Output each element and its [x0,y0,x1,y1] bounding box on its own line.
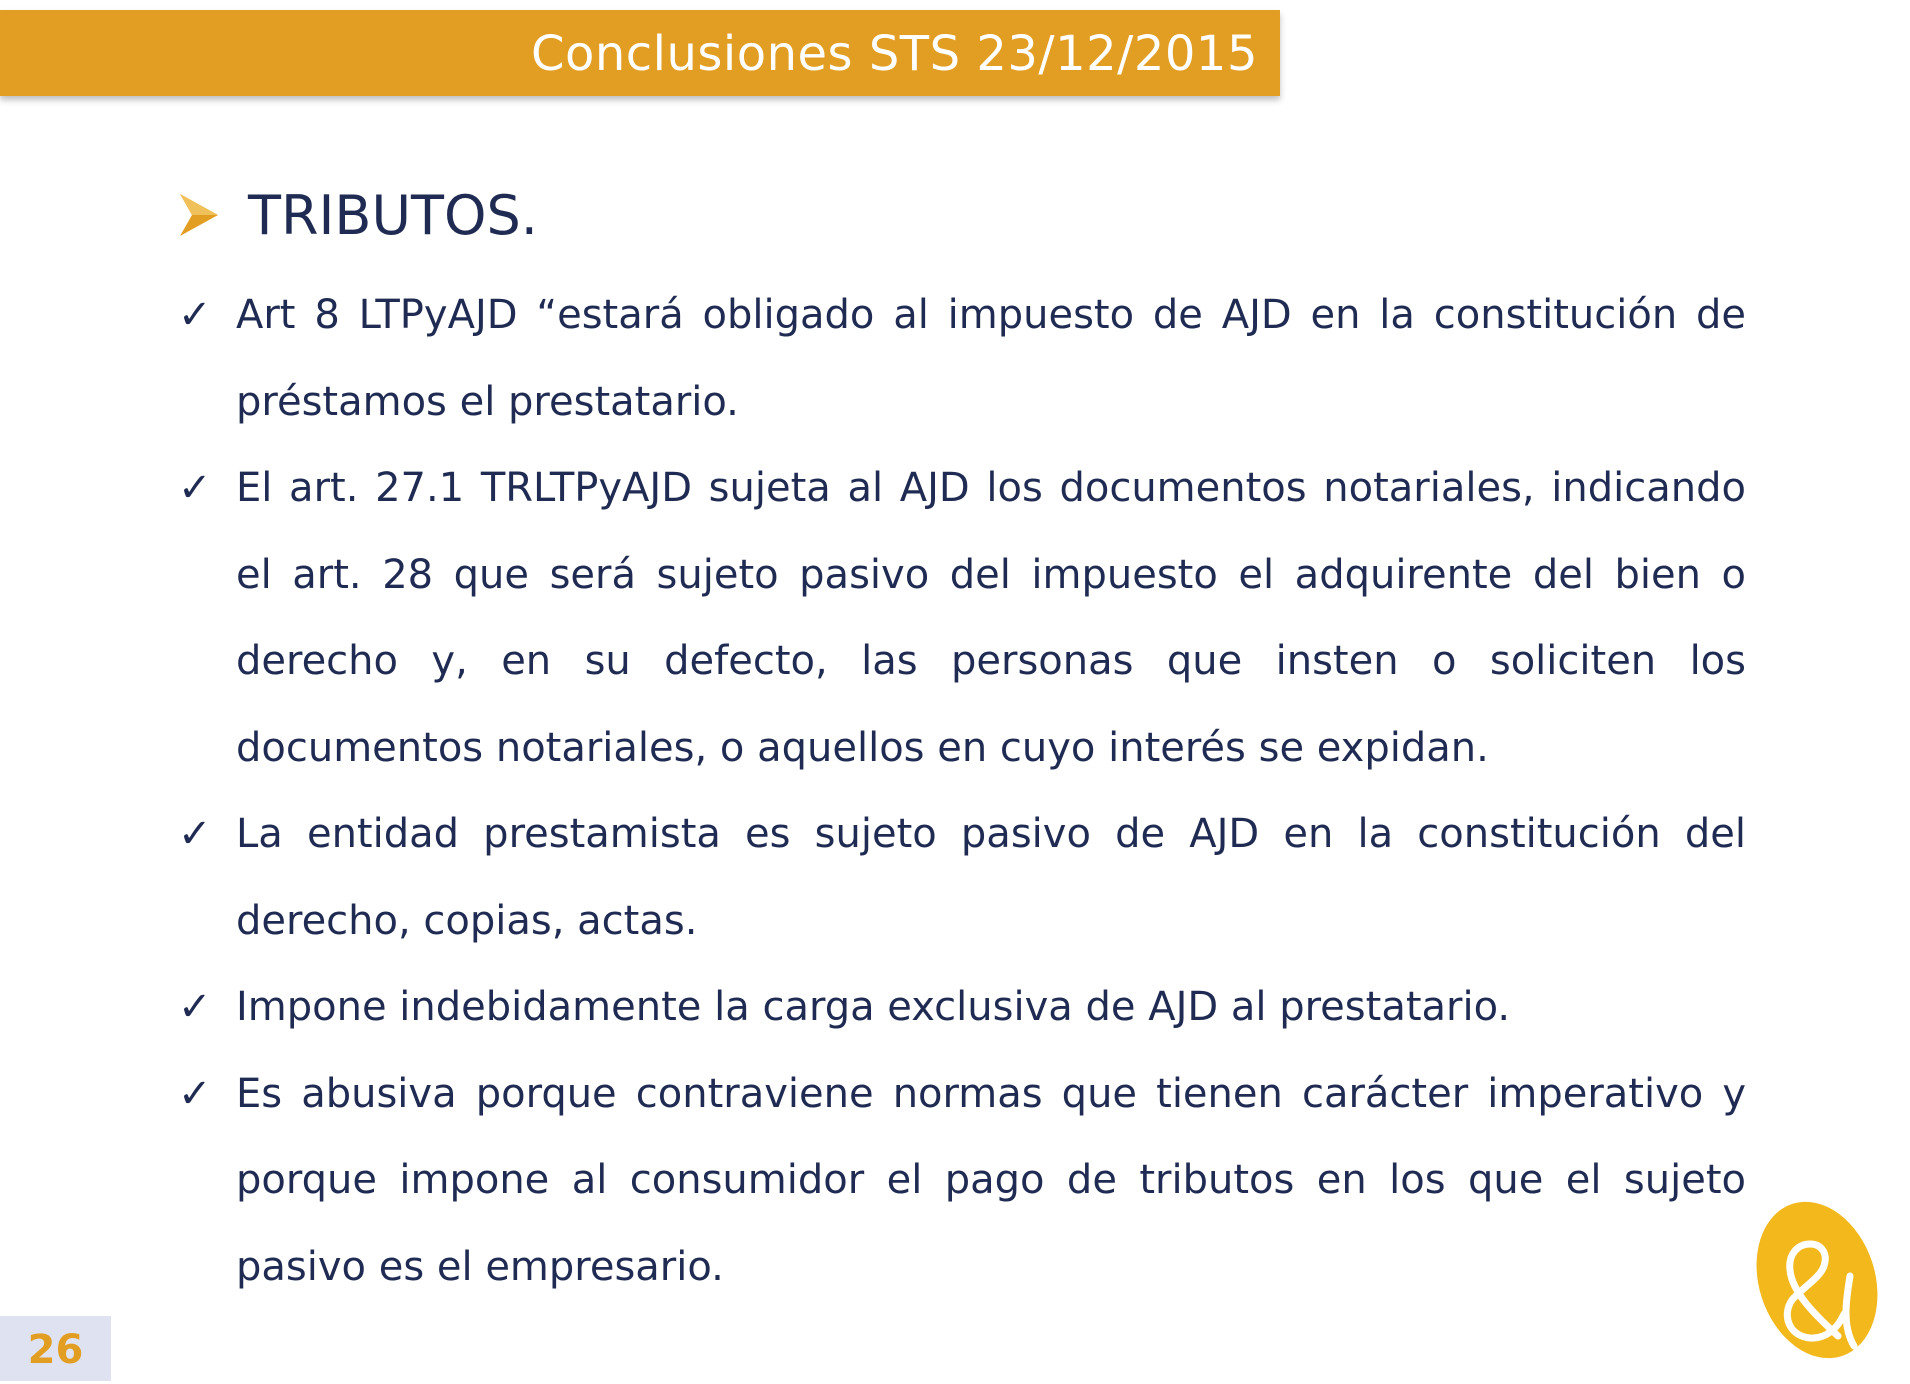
title-bar [0,10,1280,96]
bullet-list [178,272,1746,1310]
check-icon: ✓ [178,1070,212,1117]
list-item-text: Art 8 LTPyAJD “estará obligado al impuesto de AJD en la constitución de préstamos el prestatario. [236,292,1746,425]
list-item-text: Es abusiva porque contraviene normas que tienen carácter imperativo y porque impone al consumidor el pago de tributos en los que el sujeto pasivo es el empresario. [236,1070,1746,1290]
list-item-text: El art. 27.1 TRLTPyAJD sujeta al AJD los documentos notariales, indicando el art. 28 que será sujeto pasivo del impuesto el adquirente del bien o derecho y, en su defecto, las personas que insten o soliciten los documentos notariales, o aquellos en cuyo interés se expidan. [236,465,1746,771]
section-heading-text: TRIBUTOS. [248,183,538,247]
check-icon: ✓ [178,984,212,1030]
arrow-bullet-icon [178,191,220,239]
check-icon: ✓ [178,465,212,511]
list-item [178,1051,1746,1311]
list-item-text: La entidad prestamista es sujeto pasivo de AJD en la constitución del derecho, copias, actas. [236,811,1746,944]
check-icon: ✓ [178,292,212,338]
list-item [178,791,1746,964]
page-number: 26 [27,1327,84,1373]
page-number-box [0,1316,111,1381]
list-item [178,964,1746,1051]
check-icon: ✓ [178,811,212,857]
section-heading [178,180,538,250]
slide-title: Conclusiones STS 23/12/2015 [530,26,1258,82]
list-item [178,272,1746,445]
list-item-text: Impone indebidamente la carga exclusiva de AJD al prestatario. [236,984,1511,1030]
list-item [178,445,1746,791]
logo [1754,1196,1880,1364]
